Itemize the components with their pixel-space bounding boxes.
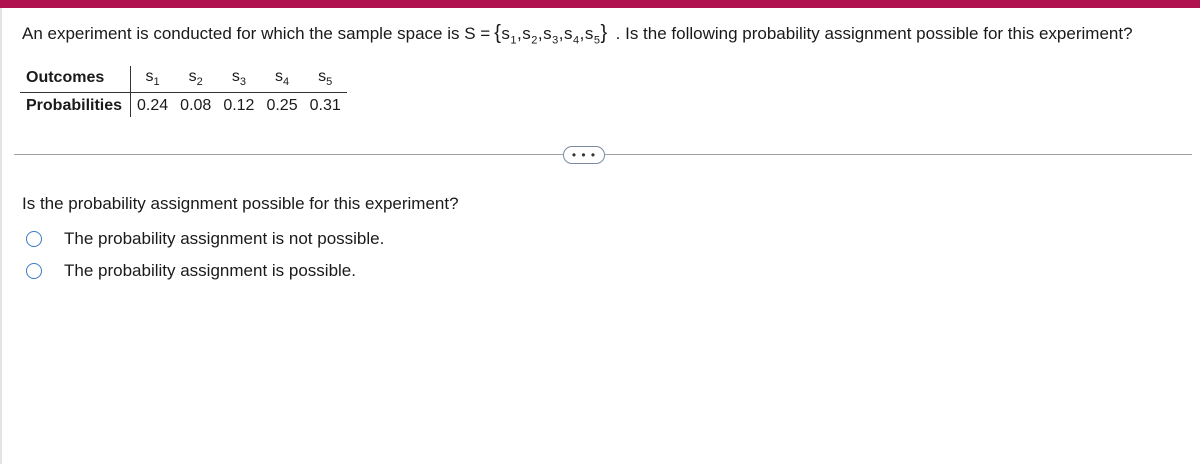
option-label: The probability assignment is possible. [64, 261, 356, 280]
outcome-cell: $s_2$ [188, 68, 203, 89]
radio-button[interactable] [26, 263, 42, 279]
outcome-cell: $s_1$ [131, 66, 175, 93]
outcome-cell: $s_4$ [274, 68, 290, 89]
outcomes-row [20, 66, 347, 93]
probability-cell: 0.24 [131, 93, 175, 118]
outcomes-header: Outcomes [26, 69, 105, 87]
set-element: $s_4$ [563, 24, 580, 47]
probabilities-header: Probabilities [20, 93, 131, 118]
probabilities-row [20, 93, 347, 118]
sample-space-set: $\{s_1,s_2,s_3,s_4,s_5\}$ [494, 22, 608, 47]
outcome-cell: $s_5$ [318, 68, 333, 89]
set-close-brace: } [600, 22, 608, 44]
probability-cell: 0.08 [174, 93, 217, 118]
set-element: $s_1$ [501, 24, 518, 47]
set-element: $s_3$ [543, 24, 559, 47]
set-element: $s_5$ [584, 24, 601, 47]
top-accent-bar [0, 0, 1200, 8]
probability-cell: 0.25 [260, 93, 303, 118]
option-possible[interactable] [26, 261, 356, 281]
expand-more-button[interactable] [563, 146, 605, 164]
option-label: The probability assignment is not possible. [64, 229, 385, 248]
ellipsis-icon: • • • [571, 148, 597, 162]
question-text-after: . Is the following probability assignment possible for this experiment? [615, 24, 1133, 43]
probability-table [20, 66, 347, 117]
question-text [22, 22, 1133, 46]
probability-cell: 0.31 [304, 93, 347, 118]
probability-cell: 0.12 [217, 93, 260, 118]
set-open-brace: { [494, 22, 502, 44]
outcome-cell: $s_3$ [231, 68, 246, 89]
left-border [0, 8, 2, 464]
option-not-possible[interactable] [26, 229, 384, 249]
set-element: $s_2$ [522, 24, 538, 47]
radio-button[interactable] [26, 231, 42, 247]
answer-prompt: Is the probability assignment possible for this experiment? [22, 194, 459, 213]
question-text-before: An experiment is conducted for which the sample space is S = [22, 24, 491, 43]
